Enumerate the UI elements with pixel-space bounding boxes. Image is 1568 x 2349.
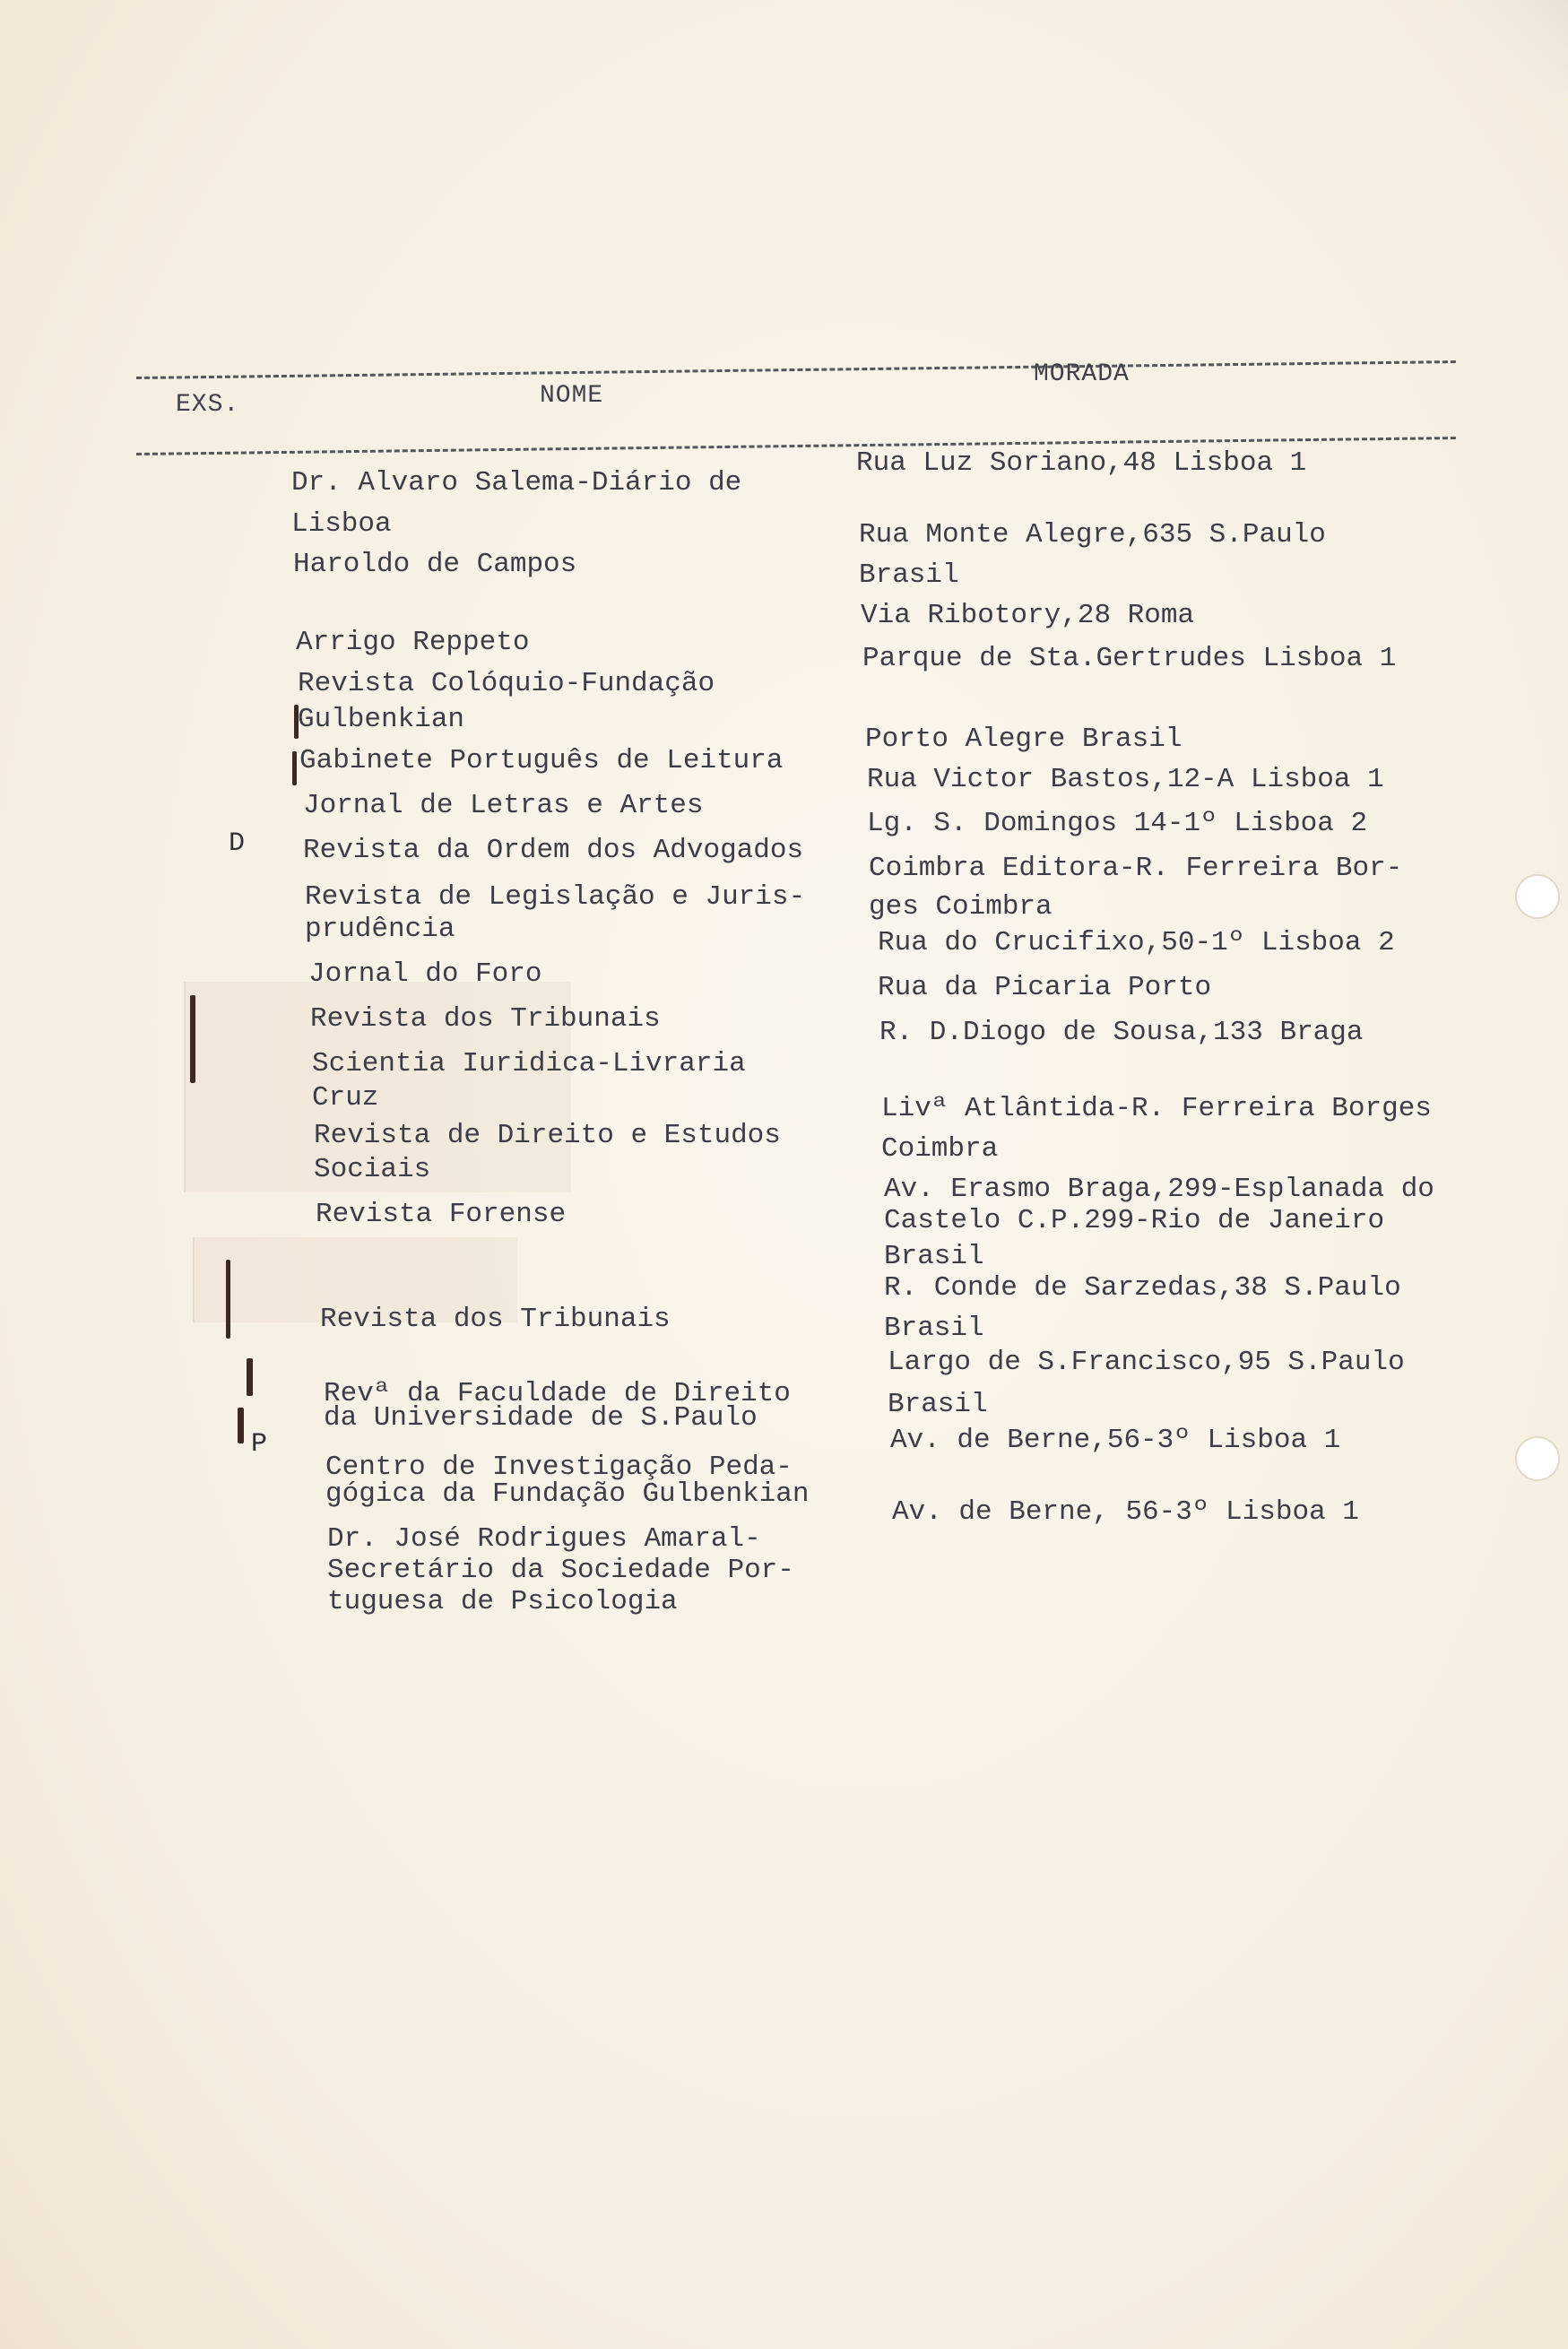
address-line: Largo de S.Francisco,95 S.Paulo (888, 1347, 1405, 1378)
address-line: Brasil (884, 1241, 984, 1272)
address-line: Livª Atlântida-R. Ferreira Borges (881, 1093, 1432, 1124)
name-line: Dr. Alvaro Salema-Diário de (291, 467, 742, 498)
address-line: Rua da Picaria Porto (878, 972, 1212, 1003)
column-header-morada: MORADA (1034, 360, 1130, 388)
address-line: Castelo C.P.299-Rio de Janeiro (884, 1205, 1385, 1236)
name-line: Lisboa (291, 508, 392, 540)
column-header-exs: EXS. (176, 391, 240, 419)
name-line: gógica da Fundação Gulbenkian (325, 1478, 810, 1510)
punch-hole-lower (1515, 1436, 1560, 1481)
address-line: Parque de Sta.Gertrudes Lisboa 1 (862, 643, 1397, 674)
address-line: Av. Erasmo Braga,299-Esplanada do (884, 1174, 1434, 1205)
name-line: Jornal de Letras e Artes (303, 790, 704, 821)
address-line: Av. de Berne,56-3º Lisboa 1 (890, 1425, 1341, 1456)
folded-corner (1451, 0, 1568, 99)
name-line: Sociais (314, 1154, 431, 1185)
name-line: Cruz (312, 1082, 379, 1114)
address-line: Coimbra Editora-R. Ferreira Bor- (869, 853, 1403, 884)
header-top-rule (136, 360, 1456, 379)
ink-mark-6 (292, 751, 297, 785)
name-line: Gulbenkian (298, 704, 465, 735)
address-line: Rua do Crucifixo,50-1º Lisboa 2 (878, 927, 1395, 958)
name-line: Jornal do Foro (308, 958, 542, 990)
name-line: Revista de Direito e Estudos (314, 1120, 781, 1151)
address-line: R. D.Diogo de Sousa,133 Braga (879, 1017, 1364, 1048)
name-line: Scientia Iuridica-Livraria (312, 1048, 746, 1079)
name-line: Arrigo Reppeto (296, 627, 530, 658)
address-line: Coimbra (881, 1133, 999, 1165)
address-line: Av. de Berne, 56-3º Lisboa 1 (892, 1496, 1359, 1528)
name-line: Secretário da Sociedade Por- (327, 1555, 794, 1586)
address-line: Via Ribotory,28 Roma (861, 600, 1195, 631)
punch-hole-upper (1515, 874, 1560, 919)
name-line: Revista dos Tribunais (320, 1304, 671, 1335)
name-line: Revista dos Tribunais (310, 1003, 661, 1035)
margin-letter-d: D (229, 828, 246, 859)
address-line: Lg. S. Domingos 14-1º Lisboa 2 (867, 808, 1368, 839)
ink-mark-1 (190, 995, 195, 1083)
address-line: Brasil (888, 1389, 988, 1420)
name-line: da Universidade de S.Paulo (324, 1402, 758, 1434)
name-line: Revista da Ordem dos Advogados (303, 835, 804, 866)
address-line: ges Coimbra (869, 891, 1053, 923)
name-line: prudência (305, 914, 455, 945)
name-line: Revista de Legislação e Juris- (305, 881, 806, 913)
ink-mark-2 (226, 1260, 230, 1339)
name-line: tuguesa de Psicologia (327, 1586, 678, 1617)
address-line: Rua Monte Alegre,635 S.Paulo (859, 519, 1326, 550)
ink-mark-3 (247, 1358, 253, 1396)
name-line: Centro de Investigação Peda- (325, 1452, 793, 1483)
ink-mark-4 (238, 1408, 244, 1443)
address-line: Rua Victor Bastos,12-A Lisboa 1 (867, 764, 1384, 795)
margin-letter-p: P (251, 1429, 268, 1460)
name-line: Haroldo de Campos (293, 549, 577, 580)
address-line: Porto Alegre Brasil (865, 724, 1182, 755)
address-line: Brasil (884, 1313, 984, 1344)
address-line: Brasil (859, 559, 959, 591)
address-line: R. Conde de Sarzedas,38 S.Paulo (884, 1272, 1401, 1304)
address-line: Rua Luz Soriano,48 Lisboa 1 (856, 447, 1307, 479)
name-line: Revista Forense (316, 1199, 567, 1230)
name-line: Revª da Faculdade de Direito (324, 1378, 791, 1409)
name-line: Revista Colóquio-Fundação (298, 668, 715, 699)
column-header-nome: NOME (540, 382, 604, 410)
name-line: Dr. José Rodrigues Amaral- (327, 1523, 761, 1555)
name-line: Gabinete Português de Leitura (299, 745, 784, 776)
